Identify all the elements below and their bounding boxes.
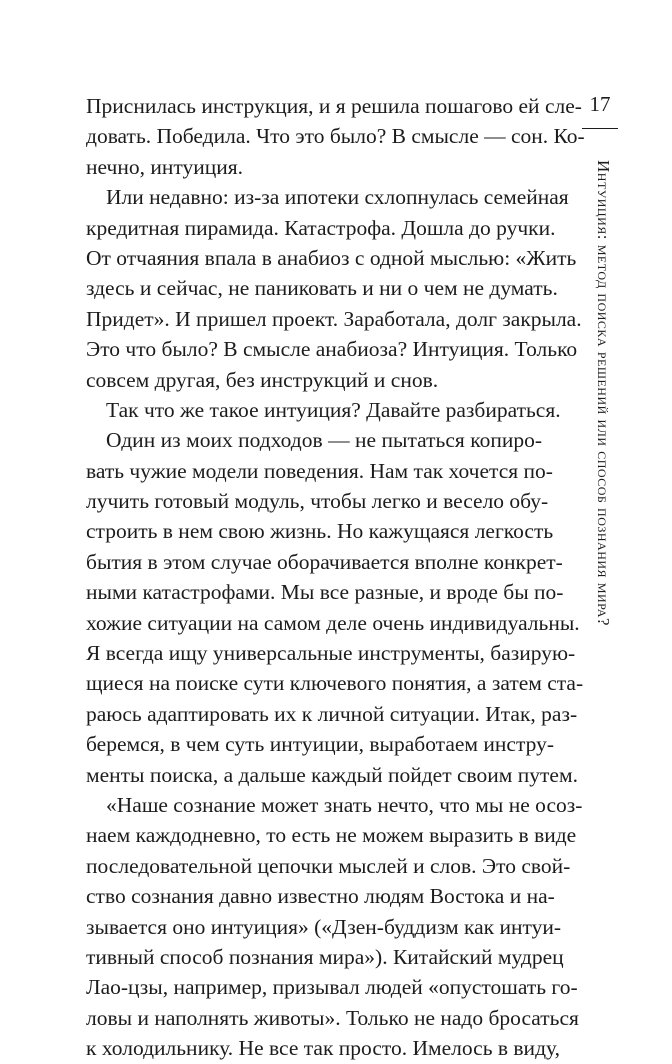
page-number: 17 <box>589 92 611 116</box>
text-line: здесь и сейчас, не паниковать и ни о чем не думать. <box>86 276 558 301</box>
text-line: ловы и наполнять животы». Только не надо бросаться <box>86 1005 579 1030</box>
text-line: Или недавно: из-за ипотеки схлопнулась семейная <box>106 185 569 210</box>
text-line: к холодильнику. Не все так просто. Имелось в виду, <box>86 1036 560 1061</box>
text-line: Я всегда ищу универсальные инструменты, базирую- <box>86 641 576 666</box>
text-line: нечно, интуиция. <box>86 154 243 179</box>
text-line: Так что же такое интуиция? Давайте разбираться. <box>106 397 561 422</box>
text-line: Приснилась инструкция, и я решила пошагово ей сле- <box>86 94 582 118</box>
text-line: раюсь адаптировать их к личной ситуации. Итак, раз- <box>86 701 578 726</box>
text-line: хожие ситуации на самом деле очень индивидуальны. <box>86 610 580 635</box>
text-line: Один из моих подходов — не пытаться копиро- <box>106 428 542 453</box>
body-text <box>86 91 585 1064</box>
text-line: бытия в этом случае оборачивается вполне конкрет- <box>86 549 563 574</box>
text-line: зывается оно интуиция» («Дзен-буддизм как интуи- <box>86 914 562 939</box>
text-line: щиеся на поиске сути ключевого понятия, а затем ста- <box>86 671 584 696</box>
text-line: ными катастрофами. Мы все разные, и вроде бы по- <box>86 580 564 605</box>
text-line: Придет». И пришел проект. Заработала, долг закрыла. <box>86 306 582 331</box>
text-line: беремся, в чем суть интуиции, выработаем инстру- <box>86 732 554 757</box>
text-line: строить в нем свою жизнь. Но кажущаяся легкость <box>86 519 554 544</box>
text-line: совсем другая, без инструкций и снов. <box>86 367 439 392</box>
text-line: ство сознания давно известно людям Востока и на- <box>86 884 555 909</box>
text-line: «Наше сознание может знать нечто, что мы не осоз- <box>106 792 583 817</box>
text-line: Это что было? В смысле анабиоза? Интуиция. Только <box>86 337 578 362</box>
text-line: тивный способ познания мира»). Китайский мудрец <box>86 944 564 969</box>
text-line: вать чужие модели поведения. Нам так хочется по- <box>86 458 553 483</box>
text-line: кредитная пирамида. Катастрофа. Дошла до ручки. <box>86 215 556 240</box>
text-line: наем каждодневно, то есть не можем выразить в виде <box>86 823 577 848</box>
text-line: От отчаяния впала в анабиоз с одной мыслью: «Жить <box>86 245 577 270</box>
text-line: последовательной цепочки мыслей и слов. Это свой- <box>86 853 571 878</box>
text-line: менты поиска, а дальше каждый пойдет своим путем. <box>86 762 578 787</box>
running-head: Интуиция: метод поиска решений или способ познания мира? <box>594 160 613 626</box>
text-line: лучить готовый модуль, чтобы легко и весело обу- <box>86 489 549 514</box>
page-number-rule <box>582 128 618 129</box>
text-line: Лао-цзы, например, призывал людей «опустошать го- <box>86 975 578 1000</box>
text-line: довать. Победила. Что это было? В смысле — сон. Ко- <box>86 124 585 149</box>
